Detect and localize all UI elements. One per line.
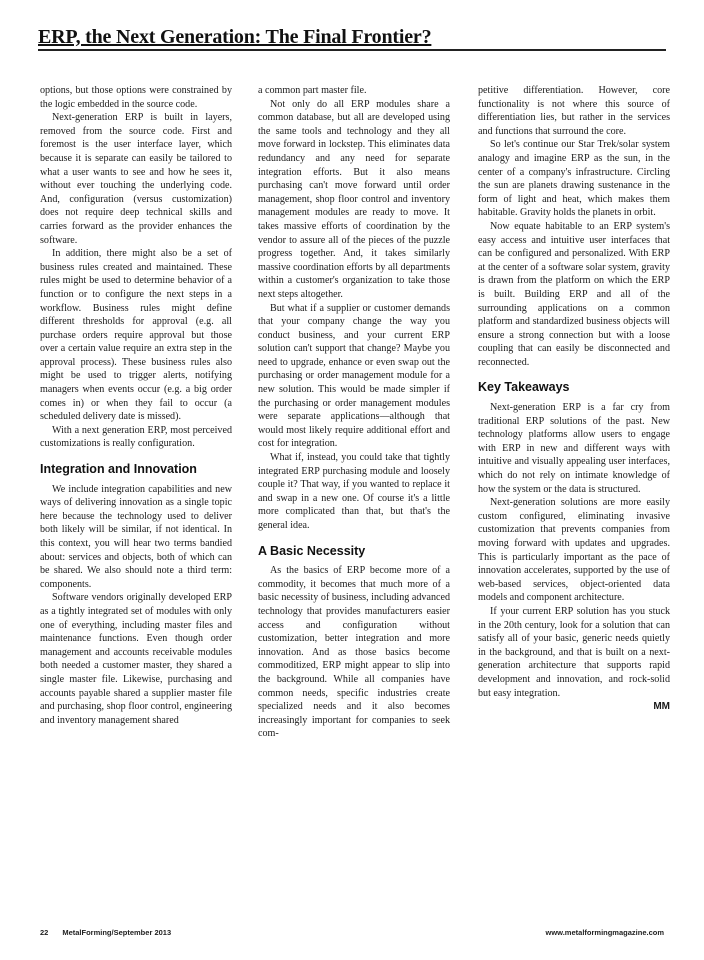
paragraph: Next-generation ERP is a far cry from traditional ERP solutions of the past. New technology platforms allow users to engage with ERP in new and different ways with intuitive and visually appealing user interfaces, which do not rely on intimate knowledge of how the system or the data is structured. xyxy=(478,402,670,495)
column-3 xyxy=(478,84,670,714)
paragraph: As the basics of ERP become more of a commodity, it becomes that much more of a basic necessity of business, including advanced technology that provides manufacturers easier access and configuration without customization, better integration and more innovation. And as those basics become commoditized, ERP might appear to slip into the background. While all companies have common needs, specific industries create specialized needs and it also becomes increasingly important for companies to seek com- xyxy=(258,565,450,740)
paragraph: In addition, there might also be a set of business rules created and maintained. These rules might be used to determine behavior of a function or to configure the next steps in a workflow. Business rules might define different thresholds for approval (e.g. all purchase orders require approval but those over a certain value require an extra step in the approval process). These business rules also might be used to trigger alerts, notifying managers when events occur (e.g. a big order comes in) or when they fail to occur (a scheduled delivery date is missed). xyxy=(40,248,232,423)
paragraph: Next-generation solutions are more easily custom configured, eliminating invasive customization that prevents companies from moving forward with updates and upgrades. This is particularly important as the pace of innovation accelerates, supported by the use of web-based services, object-oriented data models and component architecture. xyxy=(478,497,670,604)
paragraph: options, but those options were constrained by the logic embedded in the source code. xyxy=(40,85,232,110)
publication-name: MetalForming/September 2013 xyxy=(62,928,172,937)
paragraph: With a next generation ERP, most perceived customizations is really configuration. xyxy=(40,424,232,450)
paragraph: But what if a supplier or customer demands that your company change the way you conduct business, and your current ERP solution can't support that change? Maybe you need to upgrade, enhance or even swap out the purchasing or order management module for a new solution. This would be made simpler if the purchasing or order management modules were separate applications—although that would most likely require additional effort and cost for integration. xyxy=(258,302,450,450)
paragraph: Next-generation ERP is built in layers, removed from the source code. First and foremost is the user interface layer, which because it is separate can easily be tailored to what a user wants to see and how he sees it, without ever touching the underlying code. And, configuration (versus customization) does not require deep technical skills and carries forward as the provider enhances the software. xyxy=(40,112,232,246)
paragraph: If your current ERP solution has you stuck in the 20th century, look for a solution that can satisfy all of your basic, generic needs quietly in the background, and that is built on a next-generation architecture that supports rapid development and innovation, and rock-solid but easy integration. xyxy=(478,605,670,699)
footer-url: www.metalformingmagazine.com xyxy=(545,928,664,937)
paragraph: We include integration capabilities and new ways of delivering innovation as a single topic here because the technology used to deliver both likely will be similar, if not identical. In this context, you will hear two terms bandied about: services and objects, both of which can be shared. We also should note a third term: components. xyxy=(40,483,232,590)
column-1 xyxy=(40,84,232,727)
column-2 xyxy=(258,84,450,741)
paragraph: Software vendors originally developed ERP as a tightly integrated set of modules with only one of everything, including master files and maintenance functions. Even though order management and accounts receivable modules both needed a customer master, they shared a single master file. Likewise, purchasing and accounts payable shared a supplier master file and purchasing, shop floor control, engineering and inventory management shared xyxy=(40,592,232,726)
footer-left xyxy=(40,928,171,937)
title-rule xyxy=(38,49,666,51)
section-heading-key-takeaways: Key Takeaways xyxy=(478,380,570,395)
paragraph: petitive differentiation. However, core functionality is not where this source of differentiation lies, but rather in the services and functions that surround the core. xyxy=(478,85,670,137)
paragraph: Not only do all ERP modules share a common database, but all are developed using the same tools and technology and they all move forward in lockstep. This eliminates data redundancy and any need for separate integration efforts. But it also means purchasing can't move forward until order management, shop floor control and inventory management modules are ready to move. It takes massive efforts of coordination by the vendor to assure all of the pieces of the puzzle progress together. And, it takes similarly massive coordination efforts by all departments within a customer's organization to take those next steps altogether. xyxy=(258,98,450,300)
paragraph: Now equate habitable to an ERP system's easy access and intuitive user interfaces that can be configured and personalized. With ERP at the center of a software solar system, gravity is drawn from the platform on which the ERP is built. Building ERP and all of the surrounding applications on a common platform and standardized business objects will ensure a strong connection but with a loose coupling that can easily be disconnected and reconnected. xyxy=(478,220,670,368)
article-title: ERP, the Next Generation: The Final Frontier? xyxy=(38,26,432,48)
section-heading-basic-necessity: A Basic Necessity xyxy=(258,543,366,558)
section-heading-integration: Integration and Innovation xyxy=(40,462,197,477)
page-number: 22 xyxy=(40,928,49,937)
paragraph: What if, instead, you could take that tightly integrated ERP purchasing module and loosely couple it? That way, if you wanted to replace it and swap in a new one. Of course it's a little more complicated than that, but that's the general idea. xyxy=(258,452,450,531)
end-mark: MM xyxy=(653,701,670,713)
paragraph: So let's continue our Star Trek/solar system analogy and imagine ERP as the sun, in the center of a company's infrastructure. Circling the sun are planets drawing sustenance in the form of light and heat, which makes them habitable. Gravity holds the planets in orbit. xyxy=(478,139,670,219)
paragraph: a common part master file. xyxy=(258,85,367,96)
